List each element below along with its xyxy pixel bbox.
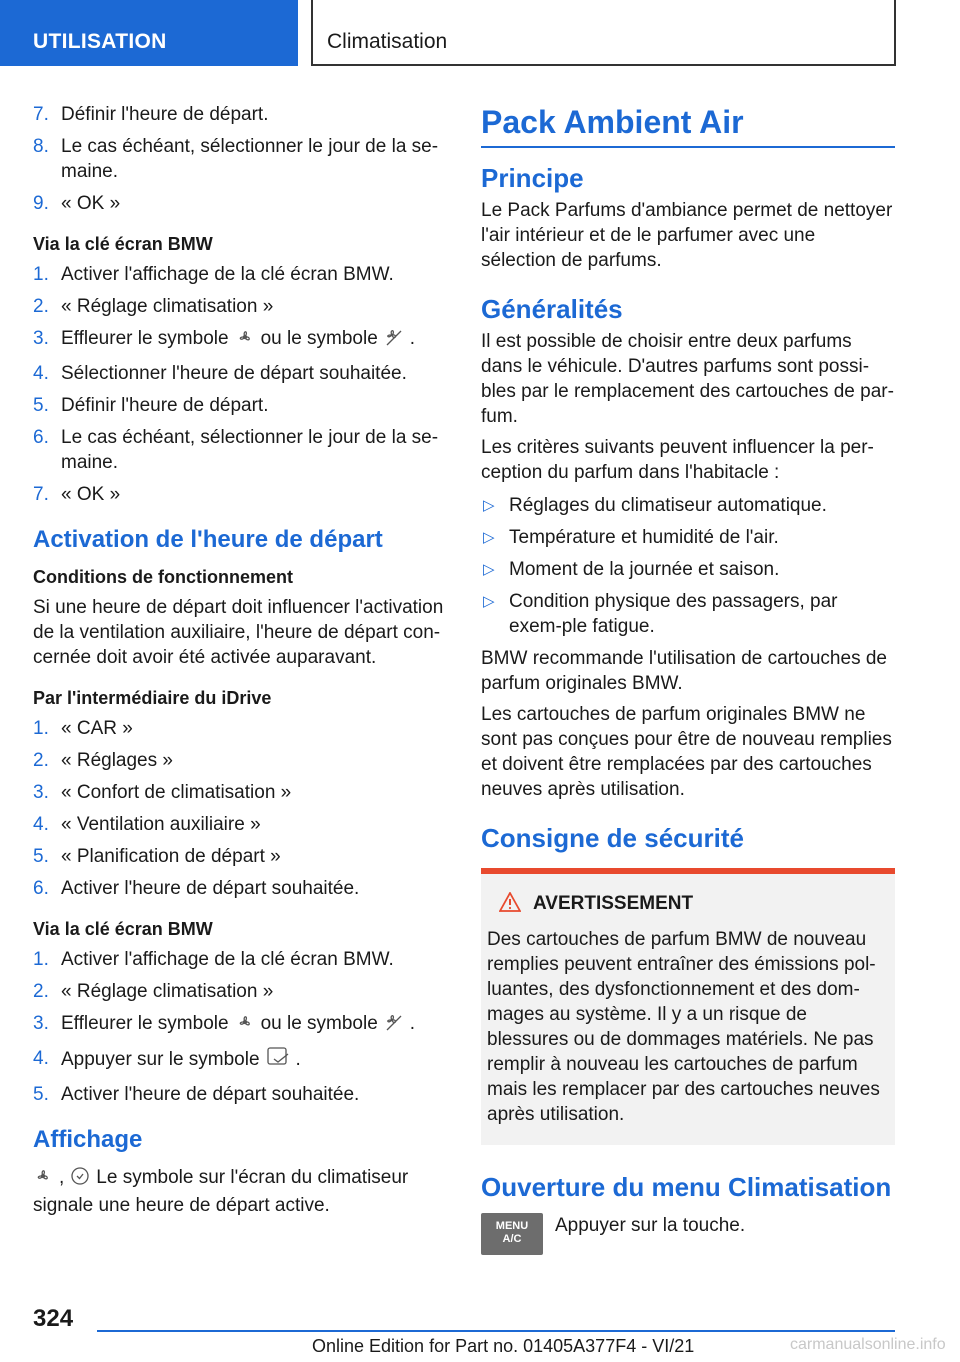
step-text: Activer l'affichage de la clé écran BMW. [61, 264, 394, 285]
chapter-title: Climatisation [311, 0, 896, 66]
step-text: . [409, 328, 416, 349]
list-item [33, 326, 448, 354]
step-number: 7. [33, 484, 49, 505]
subheading-conditions: Conditions de fonctionnement [33, 567, 293, 587]
step-number: 3. [33, 328, 49, 349]
paragraph-gen2: Les critères suivants peuvent influencer la per-ception du parfum dans l'habitacle : [481, 437, 874, 483]
step-number: 1. [33, 718, 49, 739]
step-number: 2. [33, 750, 49, 771]
step-number: 8. [33, 136, 49, 157]
paragraph-principe: Le Pack Parfums d'ambiance permet de nettoyer l'air intérieur et de le parfumer avec une sélection de parfums. [481, 200, 893, 271]
step-text: « Confort de climatisation » [61, 782, 292, 803]
heading-consigne: Consigne de sécurité [481, 823, 744, 853]
menu-key-label: A/C [502, 1233, 522, 1245]
fan-timer-icon [33, 1166, 53, 1193]
list-item [33, 780, 448, 805]
page-number: 324 [33, 1305, 74, 1332]
list-item [33, 425, 448, 475]
step-text: Le cas échéant, sélectionner le jour de la se-maine. [61, 427, 439, 473]
list-item [33, 844, 448, 869]
steps-list-b [33, 262, 448, 507]
fan-seat-icon [384, 1012, 404, 1039]
step-number: 6. [33, 878, 49, 899]
list-item [33, 361, 448, 386]
bullet-text: Température et humidité de l'air. [509, 527, 779, 548]
timer-check-icon [266, 1046, 290, 1075]
subheading-idrive: Par l'intermédiaire du iDrive [33, 688, 272, 708]
step-text: Définir l'heure de départ. [61, 395, 269, 416]
step-text: « Réglage climatisation » [61, 981, 274, 1002]
step-number: 5. [33, 846, 49, 867]
step-number: 2. [33, 981, 49, 1002]
step-number: 1. [33, 949, 49, 970]
step-number: 1. [33, 264, 49, 285]
list-item [33, 716, 448, 741]
right-column [481, 102, 895, 1255]
warning-title [487, 892, 889, 919]
list-item [481, 525, 895, 550]
menu-row [481, 1213, 895, 1255]
bullet-text: Réglages du climatiseur automatique. [509, 495, 827, 516]
step-text: ou le symbole [260, 1013, 378, 1034]
step-text: Définir l'heure de départ. [61, 104, 269, 125]
paragraph-gen3: BMW recommande l'utilisation de cartouches de parfum originales BMW. [481, 648, 887, 694]
step-text: . [295, 1049, 301, 1070]
list-item [33, 294, 448, 319]
heading-activation: Activation de l'heure de départ [33, 526, 383, 553]
list-item [481, 589, 895, 639]
list-item [33, 876, 448, 901]
step-text: « Réglage climatisation » [61, 296, 274, 317]
step-text: Activer l'heure de départ souhaitée. [61, 1084, 360, 1105]
step-number: 4. [33, 814, 49, 835]
triangle-bullet-icon: ▷ [483, 529, 495, 546]
step-number: 5. [33, 1084, 49, 1105]
footer-divider [97, 1330, 895, 1332]
paragraph-conditions: Si une heure de départ doit influencer l'activation de la ventilation auxiliaire, l'heure de départ con-cernée doit avoir été activée auparavant. [33, 597, 444, 668]
affichage-text: signale une heure de départ active. [33, 1195, 330, 1216]
step-number: 9. [33, 193, 49, 214]
list-item [33, 812, 448, 837]
paragraph-gen1: Il est possible de choisir entre deux parfums dans le véhicule. D'autres parfums sont possi-bles par le remplacement des cartouches de par-fum. [481, 331, 894, 427]
steps-list-c [33, 716, 448, 901]
step-text: . [409, 1013, 416, 1034]
bullet-text: Condition physique des passagers, par exem-ple fatigue. [509, 591, 838, 637]
list-item [33, 1082, 448, 1107]
fan-seat-icon [384, 327, 404, 354]
list-item [481, 557, 895, 582]
warning-text: Des cartouches de parfum BMW de nouveau remplies peuvent entraîner des émissions pol-luantes, des dysfonctionnement et des dom-mages au système. Il y a un risque de blessures ou de dommages matériels. Ne pas remplir à nouveau les cartouches de parfum mais les remplacer par des cartouches neuves après utilisation. [487, 929, 880, 1125]
list-item [33, 748, 448, 773]
bullet-text: Moment de la journée et saison. [509, 559, 780, 580]
steps-list-d [33, 947, 448, 1107]
step-text: « Réglages » [61, 750, 173, 771]
step-number: 4. [33, 1048, 49, 1069]
clock-icon [70, 1166, 90, 1193]
step-text: « Planification de départ » [61, 846, 281, 867]
warning-title-text: AVERTISSEMENT [533, 893, 694, 914]
step-text: Le cas échéant, sélectionner le jour de la se-maine. [61, 136, 439, 182]
step-text: Appuyer sur le symbole [61, 1049, 260, 1070]
list-item [33, 947, 448, 972]
step-text: ou le symbole [260, 328, 378, 349]
step-number: 3. [33, 782, 49, 803]
step-number: 6. [33, 427, 49, 448]
menu-text: Appuyer sur la touche. [555, 1215, 746, 1236]
fan-timer-icon [235, 327, 255, 354]
fan-timer-icon [235, 1012, 255, 1039]
section-title: UTILISATION [0, 0, 298, 66]
step-number: 2. [33, 296, 49, 317]
subheading-bmw-key-2: Via la clé écran BMW [33, 919, 213, 939]
step-text: « OK » [61, 193, 121, 214]
step-text: Activer l'heure de départ souhaitée. [61, 878, 360, 899]
list-item [33, 979, 448, 1004]
warning-triangle-icon [499, 892, 521, 919]
list-item [481, 493, 895, 518]
step-text: « CAR » [61, 718, 133, 739]
page-header [0, 0, 960, 66]
watermark: carmanualsonline.info [790, 1336, 946, 1353]
step-text: Effleurer le symbole [61, 1013, 229, 1034]
paragraph-gen4: Les cartouches de parfum originales BMW ne sont pas conçues pour être de nouveau remplies et doivent être remplacées par des cartouches neuves après utilisation. [481, 704, 892, 800]
list-item [33, 1046, 448, 1075]
affichage-text: Le symbole sur l'écran du climatiseur [96, 1167, 409, 1188]
list-item [33, 102, 448, 127]
list-item [33, 191, 448, 216]
paragraph-affichage [33, 1165, 448, 1218]
triangle-bullet-icon: ▷ [483, 593, 495, 610]
edition-text: Online Edition for Part no. 01405A377F4 - VI/21 [312, 1336, 695, 1356]
step-number: 7. [33, 104, 49, 125]
heading-ouverture: Ouverture du menu Climatisation [481, 1172, 892, 1202]
separator: , [59, 1167, 65, 1188]
step-number: 5. [33, 395, 49, 416]
step-text: « Ventilation auxiliaire » [61, 814, 261, 835]
step-text: Sélectionner l'heure de départ souhaitée. [61, 363, 407, 384]
list-item [33, 393, 448, 418]
list-item [33, 1011, 448, 1039]
step-text: Effleurer le symbole [61, 328, 229, 349]
step-text: « OK » [61, 484, 121, 505]
list-item [33, 262, 448, 287]
triangle-bullet-icon: ▷ [483, 561, 495, 578]
step-text: Activer l'affichage de la clé écran BMW. [61, 949, 394, 970]
bullet-list [481, 493, 895, 639]
triangle-bullet-icon: ▷ [483, 497, 495, 514]
subheading-bmw-key: Via la clé écran BMW [33, 234, 213, 254]
heading-generalites: Généralités [481, 294, 623, 324]
list-item [33, 134, 448, 184]
step-number: 4. [33, 363, 49, 384]
steps-list-a [33, 102, 448, 216]
heading-principe: Principe [481, 163, 584, 193]
menu-key-label: MENU [495, 1220, 529, 1232]
step-number: 3. [33, 1013, 49, 1034]
left-column [33, 102, 448, 1224]
list-item [33, 482, 448, 507]
warning-box [481, 868, 895, 1145]
menu-ac-key-icon [481, 1213, 543, 1255]
heading-pack-ambient-air: Pack Ambient Air [481, 102, 895, 148]
heading-affichage: Affichage [33, 1126, 143, 1153]
